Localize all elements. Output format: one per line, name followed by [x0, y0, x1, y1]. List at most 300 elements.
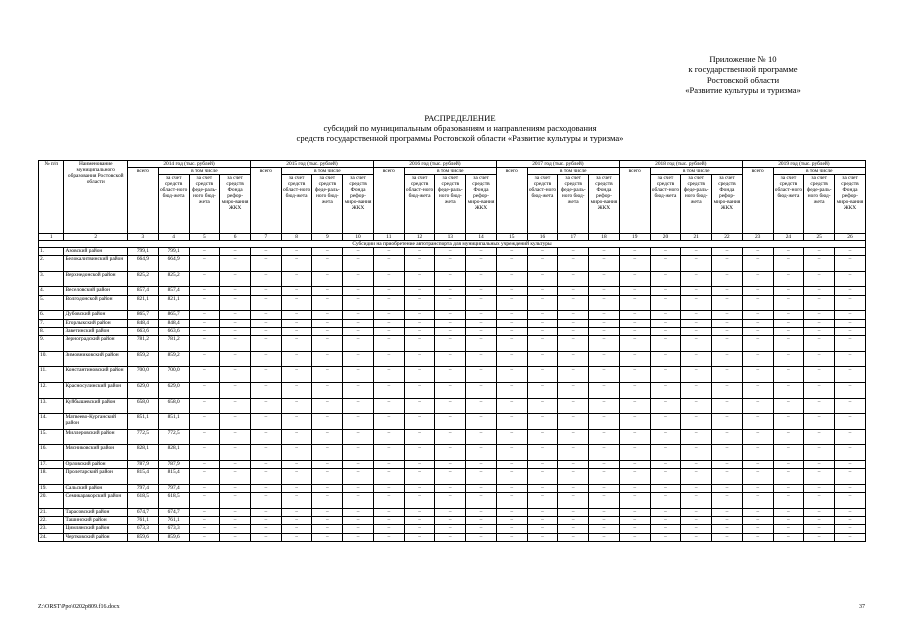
- table-row: [39, 398, 866, 414]
- row-number: 14.: [39, 414, 64, 430]
- table-row: [39, 493, 866, 509]
- row-empty-value: –: [742, 508, 773, 516]
- col-number: 17: [558, 234, 589, 241]
- row-empty-value: –: [189, 484, 220, 492]
- row-empty-value: –: [466, 351, 497, 367]
- row-empty-value: –: [435, 533, 466, 541]
- row-empty-value: –: [466, 429, 497, 445]
- row-empty-value: –: [220, 469, 251, 485]
- row-empty-value: –: [773, 383, 804, 399]
- row-empty-value: –: [343, 484, 374, 492]
- row-empty-value: –: [250, 414, 281, 430]
- row-empty-value: –: [189, 469, 220, 485]
- row-empty-value: –: [589, 508, 620, 516]
- row-empty-value: –: [220, 508, 251, 516]
- row-empty-value: –: [466, 493, 497, 509]
- row-empty-value: –: [373, 445, 404, 461]
- row-empty-value: –: [681, 319, 712, 327]
- row-empty-value: –: [589, 311, 620, 319]
- row-empty-value: –: [466, 383, 497, 399]
- row-empty-value: –: [343, 383, 374, 399]
- row-empty-value: –: [250, 287, 281, 295]
- row-empty-value: –: [527, 414, 558, 430]
- row-empty-value: –: [496, 493, 527, 509]
- row-municipality: Чертковский район: [64, 533, 128, 541]
- row-empty-value: –: [435, 311, 466, 319]
- row-empty-value: –: [527, 383, 558, 399]
- row-empty-value: –: [250, 517, 281, 525]
- row-empty-value: –: [681, 484, 712, 492]
- row-empty-value: –: [466, 295, 497, 311]
- row-empty-value: –: [742, 336, 773, 352]
- row-empty-value: –: [835, 256, 866, 272]
- row-total-2014: 787,9: [128, 461, 159, 469]
- row-empty-value: –: [712, 327, 743, 335]
- row-empty-value: –: [189, 493, 220, 509]
- row-empty-value: –: [835, 271, 866, 287]
- header-sub1: за счет средств област-ного бюд-жета: [527, 175, 558, 234]
- row-regional-2014: 658,0: [158, 398, 189, 414]
- row-regional-2014: 664,9: [158, 256, 189, 272]
- row-empty-value: –: [773, 484, 804, 492]
- row-empty-value: –: [619, 383, 650, 399]
- row-empty-value: –: [619, 429, 650, 445]
- row-empty-value: –: [742, 398, 773, 414]
- row-empty-value: –: [373, 311, 404, 319]
- row-empty-value: –: [835, 311, 866, 319]
- row-empty-value: –: [742, 287, 773, 295]
- header-sub3: за счет средств Фонда рефор-миро-вания ЖКХ: [712, 175, 743, 234]
- row-empty-value: –: [527, 517, 558, 525]
- col-number: 5: [189, 234, 220, 241]
- row-empty-value: –: [558, 469, 589, 485]
- row-empty-value: –: [650, 383, 681, 399]
- row-empty-value: –: [681, 311, 712, 319]
- row-empty-value: –: [373, 484, 404, 492]
- row-regional-2014: 859,6: [158, 533, 189, 541]
- row-empty-value: –: [250, 493, 281, 509]
- row-empty-value: –: [220, 287, 251, 295]
- row-empty-value: –: [220, 525, 251, 533]
- row-empty-value: –: [496, 517, 527, 525]
- row-empty-value: –: [742, 517, 773, 525]
- row-empty-value: –: [835, 248, 866, 256]
- row-empty-value: –: [250, 336, 281, 352]
- row-empty-value: –: [250, 271, 281, 287]
- row-empty-value: –: [189, 383, 220, 399]
- row-empty-value: –: [435, 517, 466, 525]
- row-empty-value: –: [712, 493, 743, 509]
- row-regional-2014: 828,1: [158, 445, 189, 461]
- row-empty-value: –: [589, 287, 620, 295]
- row-empty-value: –: [527, 271, 558, 287]
- row-empty-value: –: [558, 271, 589, 287]
- col-number: 23: [742, 234, 773, 241]
- row-empty-value: –: [681, 256, 712, 272]
- row-municipality: Дубовский район: [64, 311, 128, 319]
- row-empty-value: –: [773, 327, 804, 335]
- row-empty-value: –: [466, 469, 497, 485]
- row-number: 11.: [39, 367, 64, 383]
- row-empty-value: –: [404, 383, 435, 399]
- row-empty-value: –: [373, 461, 404, 469]
- row-empty-value: –: [650, 508, 681, 516]
- row-empty-value: –: [373, 256, 404, 272]
- header-year-0: 2014 год (тыс. рублей): [128, 161, 251, 168]
- row-total-2014: 799,1: [128, 248, 159, 256]
- col-number: 1: [39, 234, 64, 241]
- row-number: 12.: [39, 383, 64, 399]
- row-total-2014: 848,4: [128, 319, 159, 327]
- row-regional-2014: 815,4: [158, 469, 189, 485]
- row-empty-value: –: [189, 256, 220, 272]
- row-empty-value: –: [773, 533, 804, 541]
- header-total: всего: [373, 168, 404, 234]
- row-empty-value: –: [312, 398, 343, 414]
- header-sub1: за счет средств област-ного бюд-жета: [773, 175, 804, 234]
- row-empty-value: –: [742, 319, 773, 327]
- col-number: 2: [64, 234, 128, 241]
- row-empty-value: –: [220, 327, 251, 335]
- row-empty-value: –: [681, 367, 712, 383]
- header-total: всего: [742, 168, 773, 234]
- row-empty-value: –: [220, 351, 251, 367]
- row-empty-value: –: [373, 508, 404, 516]
- row-empty-value: –: [466, 517, 497, 525]
- col-number: 14: [466, 234, 497, 241]
- row-empty-value: –: [189, 271, 220, 287]
- row-empty-value: –: [835, 336, 866, 352]
- row-empty-value: –: [343, 469, 374, 485]
- table-row: [39, 445, 866, 461]
- row-empty-value: –: [373, 336, 404, 352]
- row-total-2014: 663,6: [128, 327, 159, 335]
- table-row: [39, 429, 866, 445]
- row-empty-value: –: [250, 469, 281, 485]
- row-empty-value: –: [589, 295, 620, 311]
- row-empty-value: –: [619, 287, 650, 295]
- row-empty-value: –: [312, 351, 343, 367]
- table-row: [39, 319, 866, 327]
- table-row: [39, 533, 866, 541]
- row-empty-value: –: [650, 445, 681, 461]
- row-empty-value: –: [343, 319, 374, 327]
- row-empty-value: –: [681, 414, 712, 430]
- row-municipality: Цимлянский район: [64, 525, 128, 533]
- row-empty-value: –: [189, 336, 220, 352]
- row-total-2014: 859,2: [128, 351, 159, 367]
- row-empty-value: –: [435, 336, 466, 352]
- row-empty-value: –: [527, 398, 558, 414]
- row-empty-value: –: [712, 336, 743, 352]
- table-row: [39, 383, 866, 399]
- table-row: [39, 484, 866, 492]
- row-empty-value: –: [281, 398, 312, 414]
- header-sub2: за счет средств феде-раль-ного бюд-жета: [558, 175, 589, 234]
- row-empty-value: –: [650, 525, 681, 533]
- row-empty-value: –: [281, 517, 312, 525]
- row-empty-value: –: [312, 336, 343, 352]
- row-empty-value: –: [773, 429, 804, 445]
- row-empty-value: –: [681, 295, 712, 311]
- row-empty-value: –: [558, 445, 589, 461]
- header-sub1: за счет средств област-ного бюд-жета: [404, 175, 435, 234]
- table-row: [39, 461, 866, 469]
- row-empty-value: –: [189, 248, 220, 256]
- row-empty-value: –: [558, 311, 589, 319]
- row-empty-value: –: [835, 351, 866, 367]
- row-empty-value: –: [343, 493, 374, 509]
- row-empty-value: –: [281, 311, 312, 319]
- row-empty-value: –: [558, 383, 589, 399]
- col-number: 20: [650, 234, 681, 241]
- row-empty-value: –: [804, 533, 835, 541]
- row-empty-value: –: [281, 484, 312, 492]
- row-empty-value: –: [619, 256, 650, 272]
- row-empty-value: –: [312, 461, 343, 469]
- row-number: 6.: [39, 311, 64, 319]
- row-regional-2014: 700,0: [158, 367, 189, 383]
- row-empty-value: –: [681, 351, 712, 367]
- header-including: в том числе: [158, 168, 250, 175]
- row-empty-value: –: [773, 508, 804, 516]
- row-empty-value: –: [804, 367, 835, 383]
- row-empty-value: –: [343, 336, 374, 352]
- col-number: 21: [681, 234, 712, 241]
- row-empty-value: –: [681, 533, 712, 541]
- row-empty-value: –: [435, 351, 466, 367]
- row-empty-value: –: [466, 287, 497, 295]
- row-empty-value: –: [250, 533, 281, 541]
- row-empty-value: –: [281, 287, 312, 295]
- row-empty-value: –: [343, 327, 374, 335]
- header-total: всего: [619, 168, 650, 234]
- row-empty-value: –: [773, 256, 804, 272]
- row-empty-value: –: [435, 398, 466, 414]
- row-empty-value: –: [835, 445, 866, 461]
- row-empty-value: –: [404, 319, 435, 327]
- row-empty-value: –: [527, 461, 558, 469]
- row-regional-2014: 663,6: [158, 327, 189, 335]
- row-empty-value: –: [435, 525, 466, 533]
- row-number: 24.: [39, 533, 64, 541]
- row-empty-value: –: [712, 484, 743, 492]
- row-empty-value: –: [496, 429, 527, 445]
- row-empty-value: –: [466, 271, 497, 287]
- row-empty-value: –: [343, 311, 374, 319]
- row-empty-value: –: [589, 351, 620, 367]
- table-row: [39, 295, 866, 311]
- row-empty-value: –: [589, 327, 620, 335]
- row-empty-value: –: [435, 383, 466, 399]
- row-empty-value: –: [835, 367, 866, 383]
- row-empty-value: –: [712, 525, 743, 533]
- row-empty-value: –: [650, 461, 681, 469]
- section-title: Субсидии на приобретение автотранспорта для муниципальных учреждений культуры: [39, 241, 866, 248]
- row-empty-value: –: [527, 445, 558, 461]
- table-row: [39, 525, 866, 533]
- row-empty-value: –: [619, 398, 650, 414]
- row-empty-value: –: [189, 508, 220, 516]
- row-empty-value: –: [835, 493, 866, 509]
- row-empty-value: –: [527, 533, 558, 541]
- row-empty-value: –: [220, 311, 251, 319]
- row-empty-value: –: [496, 311, 527, 319]
- row-municipality: Матвеево-Курганский район: [64, 414, 128, 430]
- row-empty-value: –: [681, 248, 712, 256]
- row-number: 19.: [39, 484, 64, 492]
- row-empty-value: –: [281, 271, 312, 287]
- header-year-3: 2017 год (тыс. рублей): [496, 161, 619, 168]
- row-empty-value: –: [804, 248, 835, 256]
- row-empty-value: –: [373, 429, 404, 445]
- row-empty-value: –: [558, 295, 589, 311]
- row-empty-value: –: [650, 327, 681, 335]
- row-empty-value: –: [619, 319, 650, 327]
- row-number: 5.: [39, 295, 64, 311]
- col-number: 7: [250, 234, 281, 241]
- row-empty-value: –: [220, 248, 251, 256]
- row-empty-value: –: [681, 517, 712, 525]
- row-empty-value: –: [527, 256, 558, 272]
- row-empty-value: –: [589, 469, 620, 485]
- row-empty-value: –: [712, 248, 743, 256]
- row-empty-value: –: [681, 383, 712, 399]
- row-empty-value: –: [220, 445, 251, 461]
- row-empty-value: –: [527, 525, 558, 533]
- row-empty-value: –: [189, 398, 220, 414]
- row-empty-value: –: [589, 493, 620, 509]
- col-number: 15: [496, 234, 527, 241]
- row-empty-value: –: [312, 295, 343, 311]
- row-empty-value: –: [189, 429, 220, 445]
- header-num: № п/п: [39, 161, 64, 234]
- row-empty-value: –: [773, 351, 804, 367]
- row-empty-value: –: [558, 493, 589, 509]
- row-empty-value: –: [189, 367, 220, 383]
- row-empty-value: –: [558, 336, 589, 352]
- row-empty-value: –: [650, 287, 681, 295]
- row-empty-value: –: [681, 508, 712, 516]
- row-number: 17.: [39, 461, 64, 469]
- row-total-2014: 815,4: [128, 469, 159, 485]
- row-empty-value: –: [712, 287, 743, 295]
- row-empty-value: –: [773, 493, 804, 509]
- row-municipality: Азовский район: [64, 248, 128, 256]
- row-empty-value: –: [250, 351, 281, 367]
- row-empty-value: –: [250, 295, 281, 311]
- row-empty-value: –: [343, 461, 374, 469]
- row-empty-value: –: [558, 327, 589, 335]
- row-empty-value: –: [435, 461, 466, 469]
- row-regional-2014: 848,4: [158, 319, 189, 327]
- row-empty-value: –: [619, 295, 650, 311]
- row-empty-value: –: [712, 367, 743, 383]
- row-empty-value: –: [373, 414, 404, 430]
- row-empty-value: –: [373, 398, 404, 414]
- row-number: 16.: [39, 445, 64, 461]
- row-empty-value: –: [189, 327, 220, 335]
- row-empty-value: –: [312, 327, 343, 335]
- row-empty-value: –: [619, 525, 650, 533]
- row-empty-value: –: [343, 256, 374, 272]
- table-row: [39, 351, 866, 367]
- row-empty-value: –: [373, 319, 404, 327]
- row-empty-value: –: [650, 311, 681, 319]
- row-regional-2014: 851,1: [158, 414, 189, 430]
- row-empty-value: –: [650, 493, 681, 509]
- row-empty-value: –: [343, 367, 374, 383]
- row-empty-value: –: [773, 445, 804, 461]
- row-empty-value: –: [650, 414, 681, 430]
- row-empty-value: –: [650, 398, 681, 414]
- row-empty-value: –: [558, 248, 589, 256]
- row-empty-value: –: [281, 319, 312, 327]
- row-empty-value: –: [250, 327, 281, 335]
- table-row: [39, 256, 866, 272]
- header-including: в том числе: [650, 168, 742, 175]
- row-empty-value: –: [712, 398, 743, 414]
- row-empty-value: –: [220, 493, 251, 509]
- row-empty-value: –: [404, 525, 435, 533]
- row-regional-2014: 761,1: [158, 517, 189, 525]
- row-empty-value: –: [619, 351, 650, 367]
- header-sub3: за счет средств Фонда рефор-миро-вания ЖКХ: [589, 175, 620, 234]
- row-empty-value: –: [650, 533, 681, 541]
- row-empty-value: –: [312, 493, 343, 509]
- row-empty-value: –: [312, 525, 343, 533]
- row-empty-value: –: [466, 336, 497, 352]
- row-empty-value: –: [189, 351, 220, 367]
- row-regional-2014: 673,3: [158, 525, 189, 533]
- row-total-2014: 851,1: [128, 414, 159, 430]
- row-empty-value: –: [220, 271, 251, 287]
- col-number: 24: [773, 234, 804, 241]
- row-empty-value: –: [712, 533, 743, 541]
- row-empty-value: –: [373, 493, 404, 509]
- header-total: всего: [250, 168, 281, 234]
- row-empty-value: –: [650, 484, 681, 492]
- row-empty-value: –: [466, 248, 497, 256]
- row-empty-value: –: [619, 414, 650, 430]
- row-empty-value: –: [281, 469, 312, 485]
- row-empty-value: –: [773, 517, 804, 525]
- row-empty-value: –: [773, 469, 804, 485]
- row-total-2014: 761,1: [128, 517, 159, 525]
- row-empty-value: –: [435, 508, 466, 516]
- row-number: 8.: [39, 327, 64, 335]
- row-empty-value: –: [373, 351, 404, 367]
- col-number: 22: [712, 234, 743, 241]
- table-row: [39, 367, 866, 383]
- row-empty-value: –: [281, 383, 312, 399]
- row-total-2014: 865,7: [128, 311, 159, 319]
- row-empty-value: –: [527, 287, 558, 295]
- row-empty-value: –: [250, 398, 281, 414]
- row-total-2014: 674,7: [128, 508, 159, 516]
- row-empty-value: –: [404, 445, 435, 461]
- header-sub3: за счет средств Фонда рефор-миро-вания ЖКХ: [466, 175, 497, 234]
- header-including: в том числе: [527, 168, 619, 175]
- table-row: [39, 271, 866, 287]
- row-empty-value: –: [496, 398, 527, 414]
- header-sub1: за счет средств област-ного бюд-жета: [650, 175, 681, 234]
- row-regional-2014: 674,7: [158, 508, 189, 516]
- row-empty-value: –: [496, 414, 527, 430]
- row-empty-value: –: [712, 414, 743, 430]
- row-empty-value: –: [804, 484, 835, 492]
- row-empty-value: –: [373, 248, 404, 256]
